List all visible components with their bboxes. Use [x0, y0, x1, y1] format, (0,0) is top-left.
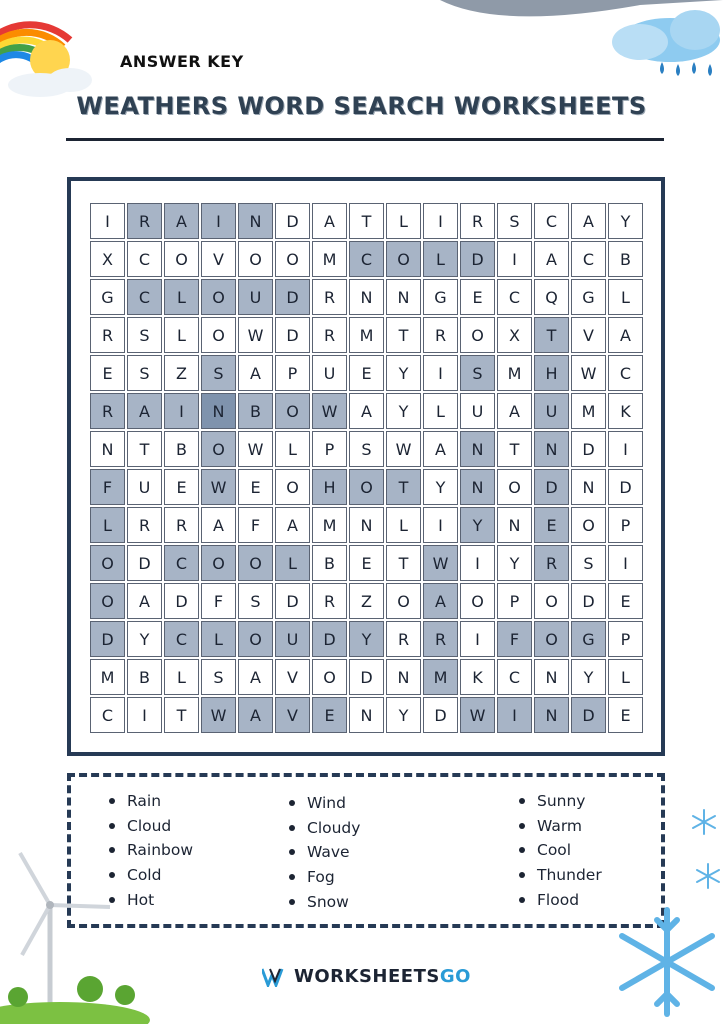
grid-cell: S	[238, 583, 273, 619]
grid-cell: D	[571, 431, 606, 467]
grid-cell: D	[571, 583, 606, 619]
grid-cell: O	[460, 317, 495, 353]
word-item: Sunny	[519, 789, 602, 814]
grid-cell: H	[534, 355, 569, 391]
grid-cell: I	[164, 393, 199, 429]
grid-cell: C	[127, 279, 162, 315]
grid-cell: Y	[349, 621, 384, 657]
grid-cell: D	[460, 241, 495, 277]
grid-cell: R	[312, 317, 347, 353]
grid-cell: R	[386, 621, 421, 657]
grid-cell: P	[312, 431, 347, 467]
grid-cell: A	[534, 241, 569, 277]
grid-cell: L	[90, 507, 125, 543]
grid-cell: A	[275, 507, 310, 543]
grid-cell: O	[275, 393, 310, 429]
grid-cell: N	[571, 469, 606, 505]
grid-cell: C	[90, 697, 125, 733]
grid-cell: D	[90, 621, 125, 657]
grid-cell: A	[423, 583, 458, 619]
grid-cell: U	[275, 621, 310, 657]
grid-cell: A	[423, 431, 458, 467]
grid-cell: O	[497, 469, 532, 505]
grid-cell: F	[90, 469, 125, 505]
grid-cell: T	[164, 697, 199, 733]
word-item: Warm	[519, 814, 602, 839]
grid-cell: C	[534, 203, 569, 239]
grid-cell: N	[460, 431, 495, 467]
grid-cell: R	[460, 203, 495, 239]
grid-cell: P	[275, 355, 310, 391]
grid-cell: O	[201, 317, 236, 353]
grid-cell: E	[90, 355, 125, 391]
grid-cell: A	[238, 659, 273, 695]
grid-cell: G	[423, 279, 458, 315]
grid-cell: I	[497, 241, 532, 277]
grid-cell: N	[386, 659, 421, 695]
grid-cell: C	[164, 545, 199, 581]
word-item: Thunder	[519, 863, 602, 888]
grid-cell: T	[349, 203, 384, 239]
grid-cell: E	[534, 507, 569, 543]
word-item: Cold	[109, 863, 193, 888]
grid-cell: Y	[460, 507, 495, 543]
word-item: Fog	[289, 865, 360, 890]
grid-cell: G	[90, 279, 125, 315]
grid-cell: V	[275, 659, 310, 695]
grid-cell: P	[608, 507, 643, 543]
grid-cell: Y	[386, 697, 421, 733]
grid-cell: V	[571, 317, 606, 353]
grid-cell: C	[497, 279, 532, 315]
grid-cell: R	[127, 507, 162, 543]
grid-cell: D	[164, 583, 199, 619]
grid-cell: O	[386, 583, 421, 619]
grid-cell: D	[275, 203, 310, 239]
grid-cell: T	[386, 317, 421, 353]
grid-cell: R	[164, 507, 199, 543]
grid-cell: O	[90, 583, 125, 619]
grid-cell: Q	[534, 279, 569, 315]
grid-cell: N	[534, 431, 569, 467]
word-item: Wind	[289, 791, 360, 816]
grid-cell: X	[497, 317, 532, 353]
grid-cell: C	[608, 355, 643, 391]
grid-cell: W	[386, 431, 421, 467]
grid-cell: E	[349, 545, 384, 581]
grid-cell: O	[201, 431, 236, 467]
word-list-box	[67, 773, 665, 928]
word-item: Cloudy	[289, 816, 360, 841]
grid-cell: O	[238, 621, 273, 657]
small-snowflake-icon	[694, 862, 722, 890]
grid-cell: M	[423, 659, 458, 695]
grid-cell: I	[460, 545, 495, 581]
grid-cell: E	[312, 697, 347, 733]
grid-cell: O	[571, 507, 606, 543]
grid-cell: I	[423, 355, 458, 391]
grid-cell: U	[238, 279, 273, 315]
brand-name-part1: WORKSHEETS	[294, 966, 440, 987]
grid-cell: F	[238, 507, 273, 543]
grid-cell: W	[201, 697, 236, 733]
grid-cell: A	[349, 393, 384, 429]
grid-cell: S	[460, 355, 495, 391]
grid-cell: A	[312, 203, 347, 239]
grid-cell: D	[349, 659, 384, 695]
grid-cell: O	[201, 545, 236, 581]
grid-cell: M	[312, 507, 347, 543]
word-list-column-2	[289, 791, 360, 914]
grid-cell: I	[201, 203, 236, 239]
grid-cell: Y	[608, 203, 643, 239]
grid-cell: I	[460, 621, 495, 657]
grid-cell: L	[201, 621, 236, 657]
grid-cell: M	[571, 393, 606, 429]
grid-cell: T	[386, 545, 421, 581]
grid-cell: O	[312, 659, 347, 695]
grid-cell: S	[571, 545, 606, 581]
grid-cell: K	[460, 659, 495, 695]
grid-cell: B	[164, 431, 199, 467]
grid-cell: R	[127, 203, 162, 239]
grid-cell: U	[460, 393, 495, 429]
grid-cell: S	[201, 355, 236, 391]
grid-cell: A	[238, 355, 273, 391]
grid-cell: D	[275, 583, 310, 619]
grid-cell: R	[423, 621, 458, 657]
grid-cell: U	[127, 469, 162, 505]
grid-cell: N	[90, 431, 125, 467]
word-item: Rain	[109, 789, 193, 814]
grid-cell: P	[608, 621, 643, 657]
grid-cell: Y	[571, 659, 606, 695]
grid-cell: W	[238, 431, 273, 467]
grid-cell: N	[349, 279, 384, 315]
grid-cell: D	[534, 469, 569, 505]
grid-cell: Z	[349, 583, 384, 619]
grid-cell: L	[164, 659, 199, 695]
grid-cell: L	[386, 507, 421, 543]
grid-cell: C	[349, 241, 384, 277]
grid-cell: L	[608, 659, 643, 695]
brand-logo-icon	[262, 967, 288, 987]
grid-cell: E	[608, 697, 643, 733]
grid-cell: B	[127, 659, 162, 695]
grid-cell: Y	[497, 545, 532, 581]
grid-cell: R	[90, 393, 125, 429]
grid-cell: F	[497, 621, 532, 657]
grid-cell: C	[571, 241, 606, 277]
answer-key-label: ANSWER KEY	[120, 52, 244, 71]
grid-cell: L	[164, 279, 199, 315]
grid-cell: P	[497, 583, 532, 619]
grid-cell: Y	[423, 469, 458, 505]
grid-cell: A	[497, 393, 532, 429]
grid-cell: B	[238, 393, 273, 429]
grid-cell: T	[127, 431, 162, 467]
grid-cell: O	[90, 545, 125, 581]
grid-cell: G	[571, 621, 606, 657]
grid-cell: H	[312, 469, 347, 505]
grid-cell: E	[460, 279, 495, 315]
page-title: WEATHERS WORD SEARCH WORKSHEETS	[76, 92, 647, 120]
grid-cell: U	[312, 355, 347, 391]
grid-cell: V	[275, 697, 310, 733]
grid-cell: L	[275, 431, 310, 467]
grid-cell: Z	[164, 355, 199, 391]
grid-cell: Y	[386, 355, 421, 391]
grid-cell: M	[312, 241, 347, 277]
grid-cell: W	[423, 545, 458, 581]
grid-cell: A	[608, 317, 643, 353]
grid-cell: Y	[386, 393, 421, 429]
grid-cell: S	[349, 431, 384, 467]
grid-cell: K	[608, 393, 643, 429]
grid-cell: A	[238, 697, 273, 733]
wind-turbine-illustration	[0, 845, 150, 1024]
grid-cell: S	[127, 317, 162, 353]
rain-cloud-illustration	[440, 0, 723, 95]
grid-cell: M	[90, 659, 125, 695]
grid-cell: N	[497, 507, 532, 543]
grid-cell: W	[571, 355, 606, 391]
grid-cell: I	[423, 507, 458, 543]
grid-cell: I	[608, 545, 643, 581]
grid-cell: S	[201, 659, 236, 695]
grid-cell: O	[275, 469, 310, 505]
word-item: Hot	[109, 887, 193, 912]
brand-name-part2: GO	[439, 966, 471, 987]
grid-cell: I	[608, 431, 643, 467]
grid-cell: T	[534, 317, 569, 353]
grid-cell: N	[349, 507, 384, 543]
grid-cell: N	[386, 279, 421, 315]
grid-cell: L	[608, 279, 643, 315]
grid-cell: G	[571, 279, 606, 315]
grid-cell: N	[201, 393, 236, 429]
grid-cell: B	[312, 545, 347, 581]
grid-cell: A	[201, 507, 236, 543]
grid-cell: I	[127, 697, 162, 733]
grid-cell: U	[534, 393, 569, 429]
word-item: Cloud	[109, 814, 193, 839]
grid-cell: C	[164, 621, 199, 657]
grid-cell: W	[460, 697, 495, 733]
grid-cell: I	[90, 203, 125, 239]
word-search-grid	[89, 202, 644, 734]
grid-cell: N	[534, 697, 569, 733]
word-item: Snow	[289, 889, 360, 914]
grid-cell: W	[201, 469, 236, 505]
grid-cell: E	[349, 355, 384, 391]
grid-cell: R	[312, 279, 347, 315]
snowflake-icon	[612, 900, 722, 1024]
grid-cell: T	[386, 469, 421, 505]
grid-cell: L	[423, 241, 458, 277]
word-item: Flood	[519, 887, 602, 912]
grid-cell: D	[571, 697, 606, 733]
grid-cell: O	[201, 279, 236, 315]
grid-cell: A	[127, 583, 162, 619]
grid-cell: A	[571, 203, 606, 239]
title-divider	[66, 138, 664, 141]
grid-cell: O	[534, 583, 569, 619]
grid-cell: R	[312, 583, 347, 619]
grid-cell: L	[164, 317, 199, 353]
grid-cell: D	[275, 279, 310, 315]
rainbow-sun-illustration	[0, 0, 110, 100]
grid-cell: D	[608, 469, 643, 505]
grid-cell: M	[349, 317, 384, 353]
grid-cell: R	[423, 317, 458, 353]
brand-logo	[262, 966, 471, 987]
grid-cell: N	[349, 697, 384, 733]
grid-cell: N	[534, 659, 569, 695]
grid-cell: D	[312, 621, 347, 657]
grid-cell: E	[608, 583, 643, 619]
grid-cell: L	[423, 393, 458, 429]
word-item: Rainbow	[109, 838, 193, 863]
grid-cell: X	[90, 241, 125, 277]
grid-cell: T	[497, 431, 532, 467]
grid-cell: S	[127, 355, 162, 391]
grid-cell: W	[238, 317, 273, 353]
grid-cell: O	[164, 241, 199, 277]
grid-cell: O	[238, 241, 273, 277]
grid-cell: D	[423, 697, 458, 733]
word-list-column-3	[519, 789, 602, 912]
grid-cell: E	[164, 469, 199, 505]
grid-cell: O	[460, 583, 495, 619]
grid-cell: W	[312, 393, 347, 429]
grid-cell: C	[127, 241, 162, 277]
grid-cell: F	[201, 583, 236, 619]
grid-cell: S	[497, 203, 532, 239]
grid-cell: O	[534, 621, 569, 657]
word-item: Wave	[289, 840, 360, 865]
grid-cell: E	[238, 469, 273, 505]
word-item: Cool	[519, 838, 602, 863]
grid-cell: I	[497, 697, 532, 733]
grid-cell: R	[534, 545, 569, 581]
grid-cell: B	[608, 241, 643, 277]
grid-cell: Y	[127, 621, 162, 657]
grid-cell: O	[386, 241, 421, 277]
grid-cell: N	[238, 203, 273, 239]
grid-cell: O	[349, 469, 384, 505]
small-snowflake-icon	[690, 808, 718, 836]
grid-cell: V	[201, 241, 236, 277]
grid-cell: A	[127, 393, 162, 429]
grid-cell: A	[164, 203, 199, 239]
grid-cell: O	[238, 545, 273, 581]
grid-cell: L	[386, 203, 421, 239]
grid-cell: N	[460, 469, 495, 505]
grid-cell: C	[497, 659, 532, 695]
grid-cell: D	[275, 317, 310, 353]
grid-cell: R	[90, 317, 125, 353]
grid-cell: I	[423, 203, 458, 239]
grid-cell: M	[497, 355, 532, 391]
grid-cell: D	[127, 545, 162, 581]
grid-cell: L	[275, 545, 310, 581]
grid-cell: O	[275, 241, 310, 277]
